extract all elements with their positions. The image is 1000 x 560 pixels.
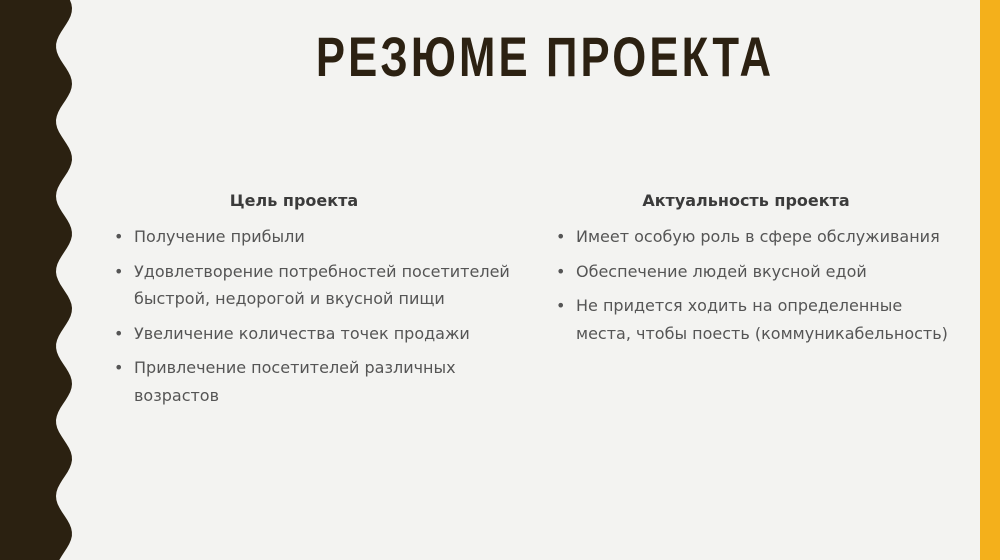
- bullet-icon: •: [114, 358, 124, 377]
- slide-title: РЕЗЮМЕ ПРОЕКТА: [315, 25, 775, 88]
- list-item: • Обеспечение людей вкусной едой: [556, 258, 956, 286]
- left-wavy-band: [0, 0, 110, 560]
- relevance-heading: Актуальность проекта: [642, 191, 850, 210]
- bullet-icon: •: [114, 261, 124, 281]
- bullet-icon: •: [556, 296, 566, 315]
- bullet-icon: •: [114, 227, 124, 246]
- goal-list: [114, 223, 514, 409]
- right-accent-strip: [980, 0, 1000, 560]
- bullet-icon: •: [556, 227, 566, 246]
- list-item: • Привлечение посетителей различных возрастов: [114, 354, 514, 409]
- relevance-column: [556, 189, 956, 354]
- list-item: • Получение прибыли: [114, 223, 514, 251]
- list-item: • Увеличение количества точек продажи: [114, 320, 514, 348]
- goal-heading: Цель проекта: [229, 191, 359, 210]
- bullet-icon: •: [556, 261, 566, 281]
- list-item: • Удовлетворение потребностей посетителей быстрой, недорогой и вкусной пищи: [114, 258, 514, 313]
- list-item: • Имеет особую роль в сфере обслуживания: [556, 223, 956, 251]
- list-item: • Не придется ходить на определенные места, чтобы поесть (коммуникабельность): [556, 292, 956, 347]
- goal-column: [114, 189, 514, 416]
- bullet-icon: •: [114, 323, 124, 343]
- relevance-list: [556, 223, 956, 347]
